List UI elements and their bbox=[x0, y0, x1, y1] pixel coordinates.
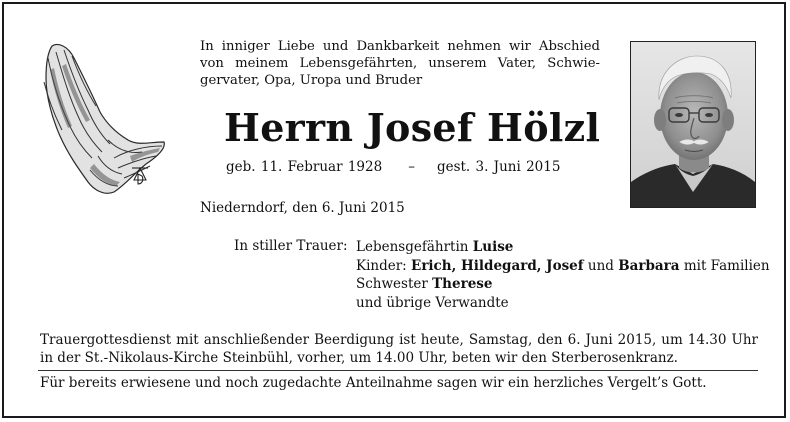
thanks-text: Für bereits erwiesene und noch zugedachte Anteilnahme sagen wir ein herzliches Vergelt’s Gott. bbox=[40, 375, 707, 391]
mourner-others: und übrige Verwandte bbox=[356, 294, 509, 311]
portrait-photo bbox=[630, 41, 756, 208]
birth-date: geb. 11. Februar 1928 bbox=[226, 159, 383, 175]
service-line: in der St.-Nikolaus-Kirche Steinbühl, vorher, um 14.00 Uhr, beten wir den Sterberosenkranz. bbox=[40, 350, 678, 366]
praying-hands-icon bbox=[38, 38, 170, 200]
mourners-list bbox=[356, 238, 770, 312]
deceased-name: Herrn Josef Hölzl bbox=[224, 105, 601, 150]
mourning-label: In stiller Trauer: bbox=[234, 238, 348, 254]
life-dates bbox=[226, 159, 560, 175]
intro-line: von meinem Lebensgefährten, unserem Vater, Schwie- bbox=[200, 56, 600, 71]
intro-line: gervater, Opa, Uropa und Bruder bbox=[200, 73, 423, 88]
mourner-partner: Lebensgefährtin Luise bbox=[356, 239, 514, 255]
mourner-sister: Schwester Therese bbox=[356, 276, 493, 292]
date-separator: – bbox=[408, 159, 415, 175]
obituary-notice bbox=[2, 2, 786, 418]
death-date: gest. 3. Juni 2015 bbox=[436, 159, 561, 175]
portrait-image bbox=[631, 42, 755, 207]
mourner-children: Kinder: Erich, Hildegard, Josef und Barbara mit Familien bbox=[356, 257, 770, 274]
place-and-date: Niederndorf, den 6. Juni 2015 bbox=[200, 200, 405, 216]
intro-line: In inniger Liebe und Dankbarkeit nehmen wir Abschied bbox=[200, 39, 600, 54]
intro-text bbox=[200, 38, 600, 89]
service-info bbox=[40, 331, 758, 367]
divider bbox=[38, 370, 758, 371]
service-line: Trauergottesdienst mit anschließender Beerdigung ist heute, Samstag, den 6. Juni 2015, um 14.30 Uhr bbox=[40, 332, 758, 348]
